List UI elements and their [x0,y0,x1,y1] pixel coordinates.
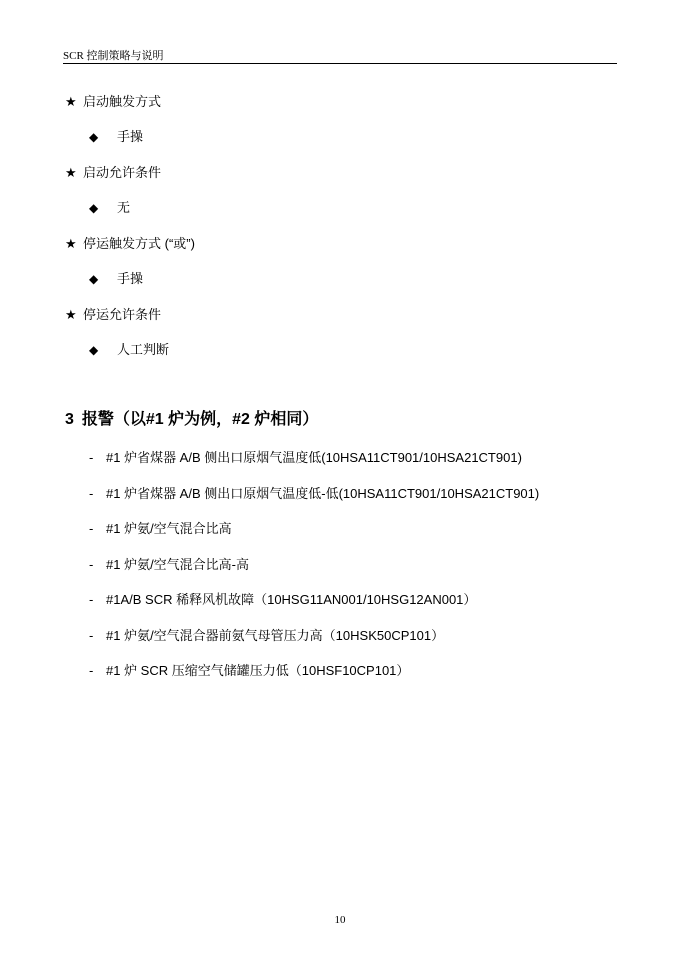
page-number: 10 [334,914,346,926]
alarm-list-item [89,557,249,573]
condition-item-text: 手操 [117,271,144,286]
condition-item-start-trigger [89,129,143,145]
condition-item-text: 人工判断 [117,342,170,357]
star-bullet-icon: ★ [65,94,77,109]
dash-bullet-icon: - [89,521,94,536]
condition-label: 启动触发方式 [83,94,162,109]
alarm-text: #1 炉 SCR 压缩空气储罐压力低（10HSF10CP101） [106,663,410,678]
section-title: 报警（以#1 炉为例，#2 炉相同） [81,411,319,428]
condition-heading-start-trigger [65,94,161,110]
alarm-list-item [89,592,476,608]
condition-item-start-permit [89,200,130,216]
star-bullet-icon: ★ [65,236,77,251]
alarm-text: #1 炉氨/空气混合比高-高 [106,557,250,572]
page-header-title: SCR 控制策略与说明 [63,50,164,62]
alarm-text: #1 炉省煤器 A/B 侧出口原烟气温度低(10HSA11CT901/10HSA21CT901) [106,450,522,465]
condition-item-stop-trigger [89,271,143,287]
header-divider [63,63,617,64]
condition-label: 停运触发方式 (“或”) [83,236,195,251]
alarm-text: #1 炉省煤器 A/B 侧出口原烟气温度低-低(10HSA11CT901/10HSA21CT901) [106,486,540,501]
alarm-text: #1A/B SCR 稀释风机故障（10HSG11AN001/10HSG12AN001） [106,592,477,607]
alarm-text: #1 炉氨/空气混合比高 [106,521,232,536]
section-heading-alarms [65,410,318,430]
alarm-list-item [89,628,444,644]
star-bullet-icon: ★ [65,307,77,322]
diamond-bullet-icon: ◆ [89,343,99,357]
dash-bullet-icon: - [89,557,94,572]
condition-item-text: 无 [117,200,131,215]
star-bullet-icon: ★ [65,165,77,180]
condition-heading-stop-trigger [65,236,195,252]
diamond-bullet-icon: ◆ [89,272,99,286]
condition-heading-stop-permit [65,307,161,323]
condition-item-stop-permit [89,342,169,358]
condition-label: 停运允许条件 [83,307,162,322]
dash-bullet-icon: - [89,592,94,607]
condition-heading-start-permit [65,165,161,181]
condition-label: 启动允许条件 [83,165,162,180]
dash-bullet-icon: - [89,628,94,643]
alarm-list-item [89,486,539,502]
alarm-list-item [89,450,522,466]
alarm-list-item [89,521,232,537]
diamond-bullet-icon: ◆ [89,201,99,215]
diamond-bullet-icon: ◆ [89,130,99,144]
dash-bullet-icon: - [89,663,94,678]
dash-bullet-icon: - [89,450,94,465]
dash-bullet-icon: - [89,486,94,501]
section-number: 3 [65,411,74,428]
condition-item-text: 手操 [117,129,144,144]
alarm-list-item [89,663,409,679]
alarm-text: #1 炉氨/空气混合器前氨气母管压力高（10HSK50CP101） [106,628,445,643]
